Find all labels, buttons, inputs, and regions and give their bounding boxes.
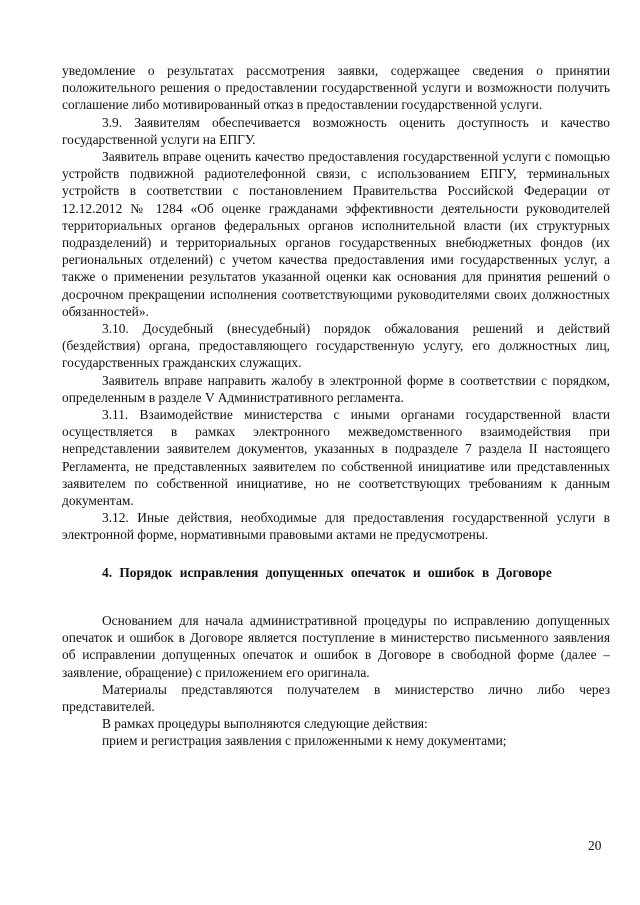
paragraph: 3.9. Заявителям обеспечивается возможность оценить доступность и качество государственной услуги на ЕПГУ. <box>62 114 610 147</box>
paragraph: Материалы представляются получателем в министерство лично либо через представителей. <box>62 681 610 714</box>
page-number: 20 <box>588 838 602 853</box>
section-heading: 4. Порядок исправления допущенных опечаток и ошибок в Договоре <box>102 564 552 580</box>
paragraph: прием и регистрация заявления с приложенными к нему документами; <box>102 733 507 749</box>
paragraph: Заявитель вправе направить жалобу в электронной форме в соответствии с порядком, определенным в разделе V Административного регламента. <box>62 372 610 405</box>
paragraph: В рамках процедуры выполняются следующие действия: <box>102 716 428 732</box>
paragraph: Заявитель вправе оценить качество предоставления государственной услуги с помощью устройств подвижной радиотелефонной связи, с использованием ЕПГУ, терминальных устройств в соответствии с постановлением Правительства Российской Федерации от 12.12.2012 № 1284 «Об оценке гражданами эффективности деятельности руководителей территориальных органов федеральных органов исполнительной власти (их структурных подразделений) и территориальных органов государственных внебюджетных фондов (их региональных отделений) с учетом качества предоставления ими государственных услуг, а также о применении результатов указанной оценки как основания для принятия решений о досрочном прекращении исполнения соответствующими руководителями своих должностных обязанностей». <box>62 149 610 319</box>
paragraph: уведомление о результатах рассмотрения заявки, содержащее сведения о принятии положительного решения о предоставлении государственной услуги и возможности получить соглашение либо мотивированный отказ в предоставлении государственной услуги. <box>62 63 610 113</box>
paragraph: 3.12. Иные действия, необходимые для предоставления государственной услуги в электронной форме, нормативными правовыми актами не предусмотрены. <box>62 510 610 543</box>
paragraph: Основанием для начала административной процедуры по исправлению допущенных опечаток и ошибок в Договоре является поступление в министерство письменного заявления об исправлении допущенных опечаток и ошибок в Договоре в свободной форме (далее – заявление, обращение) с приложением его оригинала. <box>62 612 610 680</box>
paragraph: 3.11. Взаимодействие министерства с иными органами государственной власти осуществляется в рамках электронного межведомственного взаимодействия при непредставлении заявителем документов, указанных в подразделе 7 раздела II настоящего Регламента, не представленных заявителем по собственной инициативе или представленных заявителем по собственной инициативе, но не соответствующих требованиям к данным документам. <box>62 407 610 509</box>
document-body <box>62 62 610 750</box>
paragraph: 3.10. Досудебный (внесудебный) порядок обжалования решений и действий (бездействия) органа, предоставляющего государственную услугу, его должностных лиц, государственных гражданских служащих. <box>62 321 610 371</box>
